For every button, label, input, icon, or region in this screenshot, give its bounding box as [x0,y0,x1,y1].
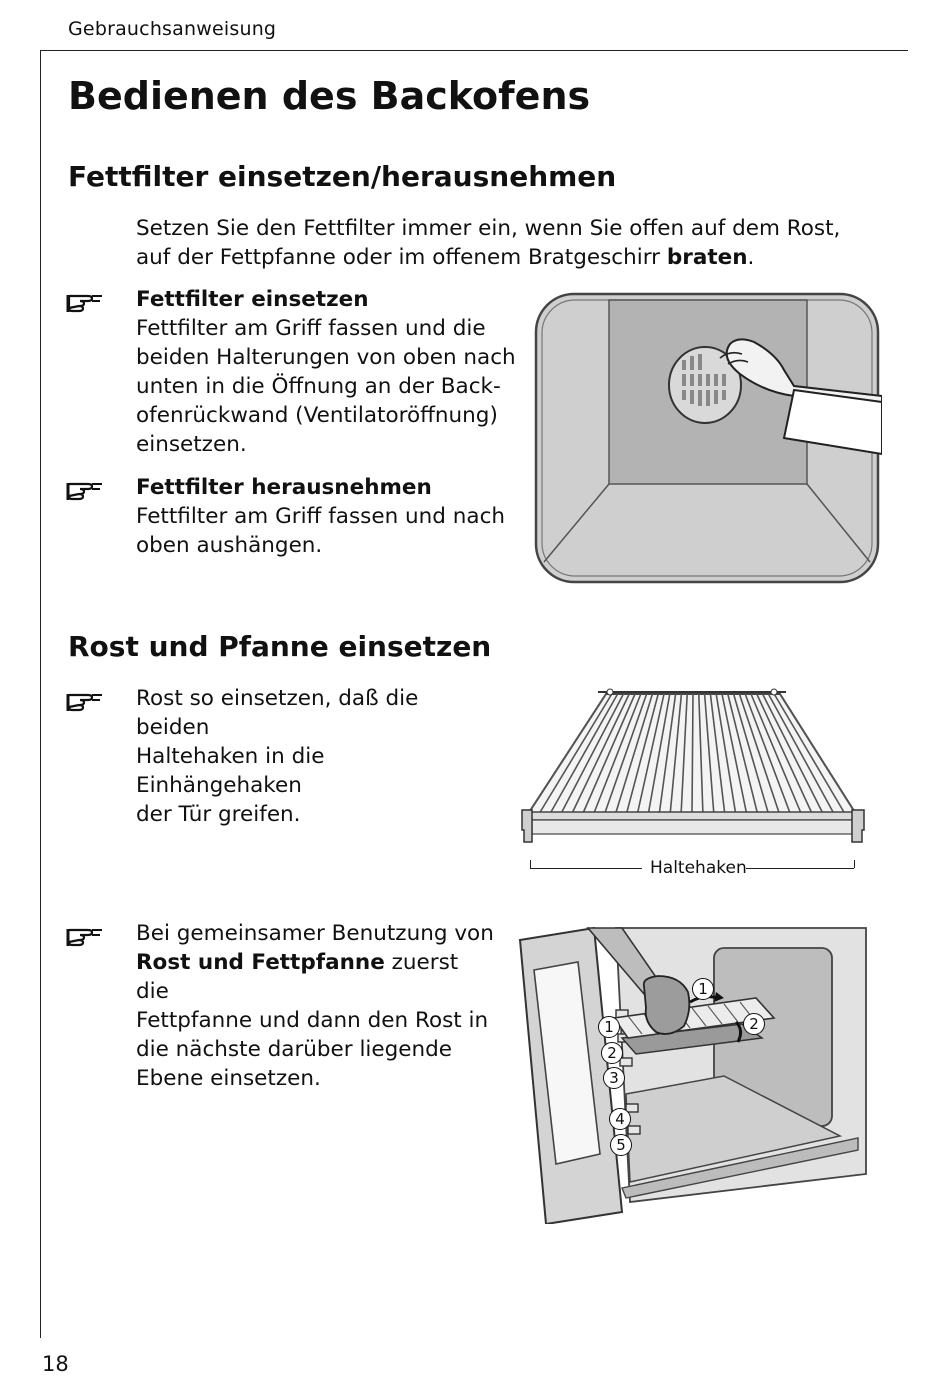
step-line: Ebene einsetzen. [136,1066,321,1091]
step-line: unten in die Öffnung an der Back- [136,374,501,399]
pointing-hand-icon [66,288,106,314]
intro-text: Setzen Sie den Fettfilter immer ein, wenn Sie offen auf dem Rost, auf der Fettpfanne oder im offenem Bratgeschirr [136,216,841,270]
step-title: Fettfilter einsetzen [136,287,369,312]
callout-level-2: 2 [601,1042,623,1064]
step-line: die nächste darüber liegende [136,1037,453,1062]
step-line: oben aushängen. [136,533,323,558]
callout-level-3: 3 [603,1067,625,1089]
step-line: Haltehaken in die Einhängehaken [136,744,325,798]
rack-illustration [518,686,868,860]
step-line: Fettfilter am Griff fassen und die [136,316,486,341]
callout-2-right: 2 [743,1013,765,1035]
section-heading-rost: Rost und Pfanne einsetzen [68,630,492,663]
oven-filter-illustration [532,292,882,586]
intro-bold: braten [666,245,748,270]
step-title: Fettfilter herausnehmen [136,475,432,500]
figure-label-haltehaken: Haltehaken [650,858,747,878]
step-line: Bei gemeinsamer Benutzung von [136,921,494,946]
step-bold: Rost und Fettpfanne [136,950,385,975]
intro-paragraph [136,214,876,272]
step-line: Fettpfanne und dann den Rost in [136,1008,489,1033]
step-line: zuerst die [136,950,459,1004]
step-line: ofenrückwand (Ventilatoröffnung) [136,403,498,428]
step-remove-filter [136,473,516,560]
step-insert-filter [136,285,516,459]
intro-end: . [747,245,755,270]
step-line: Fettfilter am Griff fassen und nach [136,504,506,529]
callout-level-4: 4 [609,1108,631,1130]
step-line: einsetzen. [136,432,247,457]
running-header: Gebrauchsanweisung [68,18,277,40]
page-title: Bedienen des Backofens [68,74,591,118]
page-number: 18 [42,1352,69,1376]
pointing-hand-icon [66,922,106,948]
margin-rule [40,50,41,1338]
callout-level-1: 1 [598,1016,620,1038]
pointing-hand-icon [66,476,106,502]
step-rack-and-pan [136,919,496,1093]
caption-tick-left [530,860,531,868]
step-line: Rost so einsetzen, daß die beiden [136,686,419,740]
caption-tick-right [854,860,855,868]
caption-line-left [530,868,642,869]
step-insert-rack [136,684,496,829]
oven-rack-pan-illustration [518,926,868,1224]
header-rule [40,50,908,51]
caption-line-right [746,868,854,869]
pointing-hand-icon [66,687,106,713]
callout-1-top: 1 [692,978,714,1000]
step-line: beiden Halterungen von oben nach [136,345,516,370]
rack-bar [692,694,693,814]
section-heading-fettfilter: Fettfilter einsetzen/herausnehmen [68,160,617,193]
step-line: der Tür greifen. [136,802,301,827]
callout-level-5: 5 [610,1134,632,1156]
